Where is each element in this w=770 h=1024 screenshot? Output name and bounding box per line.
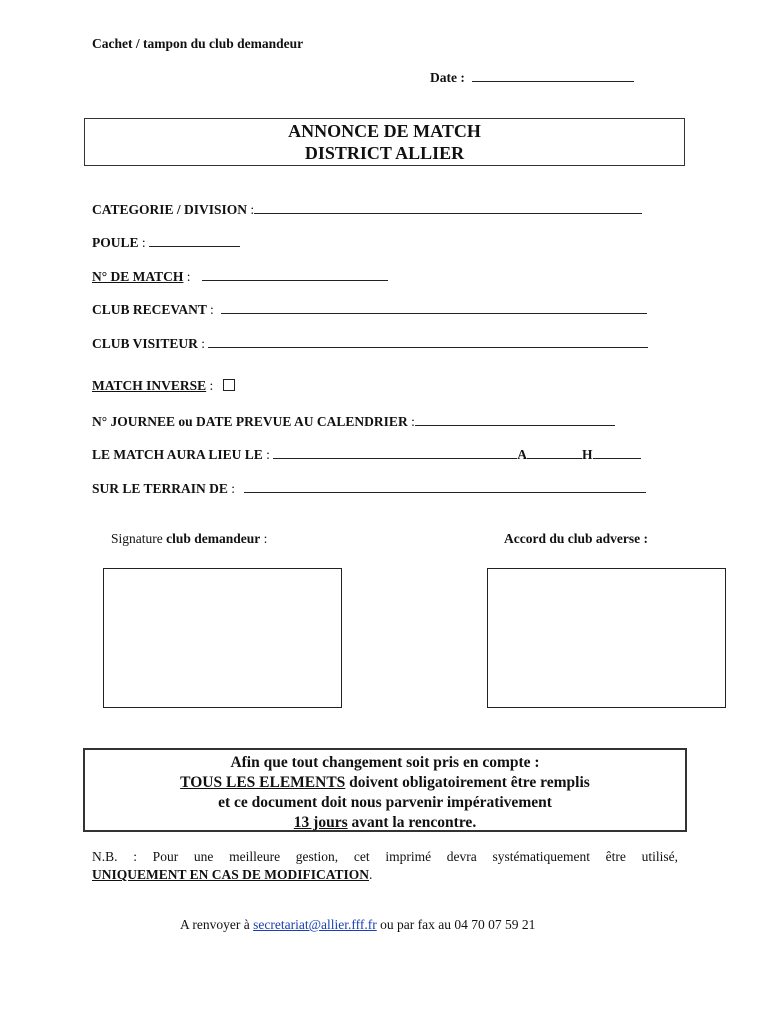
- journee-label: N° JOURNEE ou DATE PREVUE AU CALENDRIER: [92, 414, 408, 429]
- club-visiteur-field[interactable]: [92, 336, 648, 352]
- title-line-2: DISTRICT ALLIER: [304, 143, 465, 163]
- nb-text: N.B. : Pour une meilleure gestion, cet imprimé devra systématiquement être utilisé,: [92, 849, 678, 864]
- match-inverse-label: MATCH INVERSE: [92, 378, 207, 393]
- numero-match-label: N° DE MATCH: [92, 269, 184, 284]
- signature-box-adverse[interactable]: [487, 568, 726, 708]
- colon: :: [411, 414, 415, 429]
- nb-emphasis-line: [92, 867, 372, 883]
- nb-end: .: [369, 867, 373, 882]
- date-input-line[interactable]: [472, 70, 634, 82]
- club-visiteur-input-line[interactable]: [208, 336, 648, 348]
- footer-prefix: A renvoyer à: [180, 917, 250, 932]
- notice-13-jours: 13 jours: [293, 814, 348, 831]
- poule-input-line[interactable]: [149, 235, 240, 247]
- club-recevant-label: CLUB RECEVANT: [92, 302, 207, 317]
- numero-match-field[interactable]: [92, 269, 388, 285]
- colon: :: [186, 269, 191, 284]
- poule-label: POULE: [92, 235, 139, 250]
- notice-tous-les-elements: TOUS LES ELEMENTS: [180, 774, 346, 791]
- colon: :: [209, 378, 214, 393]
- notice-line-3: et ce document doit nous parvenir impérativement: [218, 794, 552, 811]
- title-box: [84, 118, 685, 166]
- lieu-le-label: LE MATCH AURA LIEU LE: [92, 447, 263, 462]
- categorie-input-line[interactable]: [254, 202, 642, 214]
- colon: :: [141, 235, 146, 250]
- terrain-input-line[interactable]: [244, 481, 646, 493]
- notice-line-2-rest: doivent obligatoirement être remplis: [349, 774, 590, 791]
- signature-prefix: Signature: [111, 531, 163, 546]
- poule-field[interactable]: [92, 235, 240, 251]
- a-input-line[interactable]: [527, 447, 582, 459]
- h-input-line[interactable]: [593, 447, 641, 459]
- colon: :: [250, 202, 255, 217]
- club-recevant-input-line[interactable]: [221, 302, 647, 314]
- colon: :: [266, 447, 270, 462]
- h-label: H: [582, 447, 593, 462]
- notice-line-4: [85, 813, 685, 833]
- colon: :: [231, 481, 236, 496]
- lieu-le-field[interactable]: [92, 447, 641, 463]
- club-recevant-field[interactable]: [92, 302, 647, 318]
- colon: :: [201, 336, 206, 351]
- club-visiteur-label: CLUB VISITEUR: [92, 336, 198, 351]
- signature-right-label: Accord du club adverse :: [504, 531, 648, 546]
- email-link[interactable]: secretariat@allier.fff.fr: [253, 917, 377, 932]
- signature-left-label: [111, 531, 267, 547]
- match-inverse-field[interactable]: [92, 378, 235, 394]
- signature-club-demandeur: club demandeur: [166, 531, 261, 546]
- title-line-1: ANNONCE DE MATCH: [288, 121, 481, 141]
- categorie-field[interactable]: [92, 202, 642, 218]
- match-inverse-checkbox[interactable]: [223, 379, 235, 391]
- footer-suffix: ou par fax au 04 70 07 59 21: [380, 917, 536, 932]
- numero-match-input-line[interactable]: [202, 269, 388, 281]
- notice-line-4-rest: avant la rencontre.: [351, 814, 477, 831]
- terrain-label: SUR LE TERRAIN DE: [92, 481, 228, 496]
- notice-box: [83, 748, 687, 832]
- notice-line-1: Afin que tout changement soit pris en compte :: [230, 754, 540, 771]
- lieu-le-input-line[interactable]: [273, 447, 517, 459]
- date-label: Date :: [430, 70, 465, 85]
- footer-line: [180, 917, 535, 933]
- journee-field[interactable]: [92, 414, 615, 430]
- date-field[interactable]: [430, 70, 634, 86]
- signature-colon: :: [263, 531, 268, 546]
- colon: :: [210, 302, 214, 317]
- notice-line-2: [85, 773, 685, 793]
- terrain-field[interactable]: [92, 481, 646, 497]
- journee-input-line[interactable]: [415, 414, 615, 426]
- categorie-label: CATEGORIE / DIVISION: [92, 202, 248, 217]
- stamp-label: Cachet / tampon du club demandeur: [92, 36, 304, 51]
- nb-emphasis: UNIQUEMENT EN CAS DE MODIFICATION: [92, 867, 370, 882]
- signature-box-demandeur[interactable]: [103, 568, 342, 708]
- a-label: A: [517, 447, 528, 462]
